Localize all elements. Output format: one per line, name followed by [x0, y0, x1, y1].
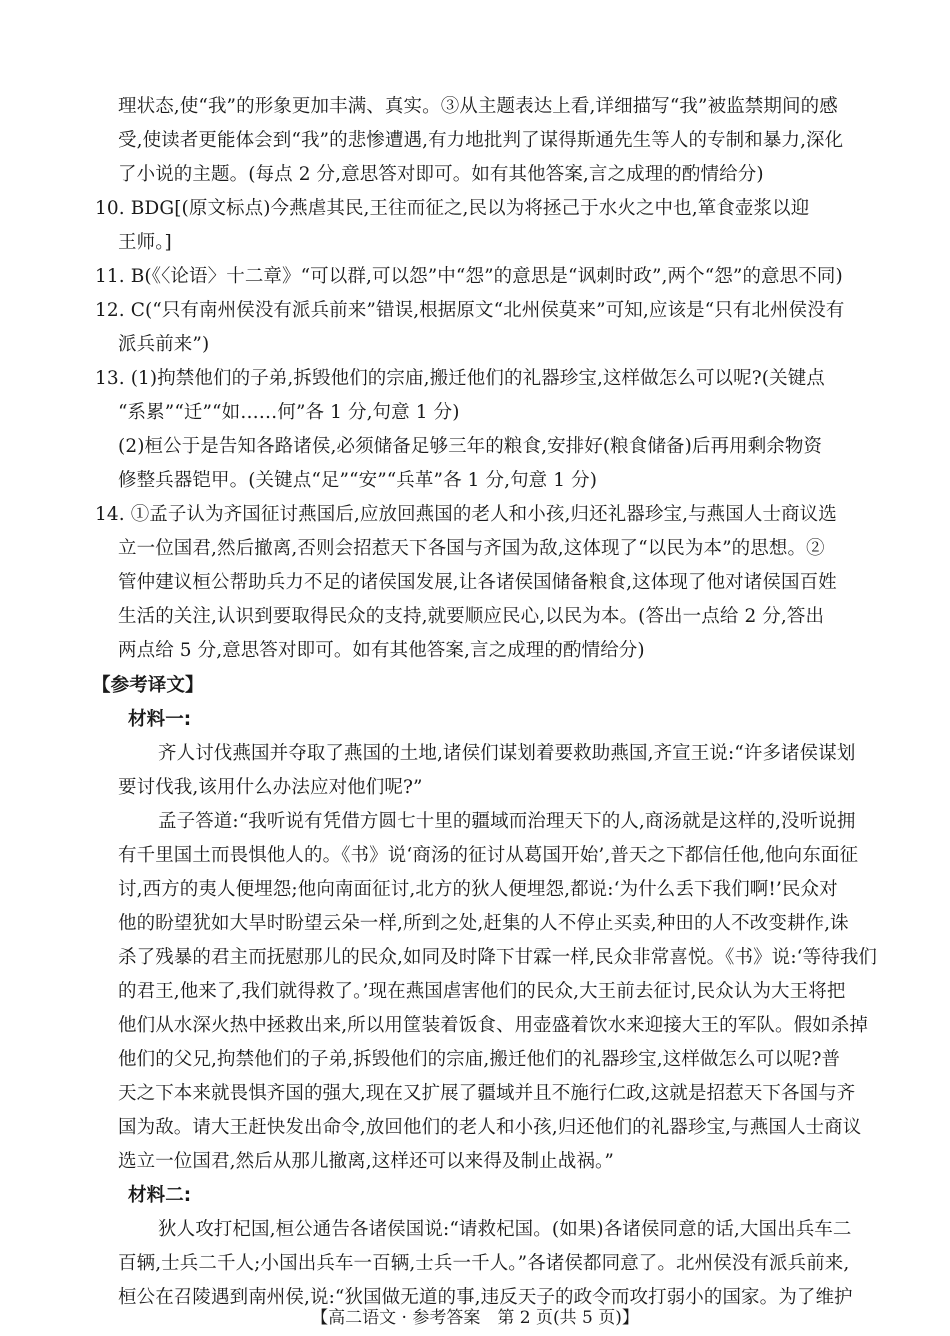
material-1-paragraph-2-cont: 讨,西方的夷人便埋怨;他向南面征讨,北方的狄人便埋怨,都说:‘为什么丢下我们啊!’民众对: [118, 879, 838, 900]
material-2-paragraph-1: 狄人攻打杞国,桓公通告各诸侯国说:“请救杞国。(如果)各诸侯同意的话,大国出兵车二: [158, 1219, 852, 1240]
material-1-paragraph-2-cont: 他的盼望犹如大旱时盼望云朵一样,所到之处,赶集的人不停止买卖,种田的人不改变耕作,诛: [118, 913, 849, 934]
question-10-answer: 10. BDG[(原文标点)今燕虐其民,王往而征之,民以为将拯己于水火之中也,箪食壶浆以迎: [95, 198, 810, 219]
material-1-paragraph-2-cont: 国为敌。请大王赶快发出命令,放回他们的老人和小孩,归还他们的礼器珍宝,与燕国人士商议: [118, 1117, 862, 1138]
material-1-paragraph-2-cont: 有千里国土而畏惧他人的。《书》说‘商汤的征讨从葛国开始’,普天之下都信任他,他向东面征: [118, 845, 859, 866]
question-14-answer-cont: 管仲建议桓公帮助兵力不足的诸侯国发展,让各诸侯国储备粮食,这体现了他对诸侯国百姓: [118, 572, 837, 593]
material-1-paragraph-2-cont: 的君王,他来了,我们就得救了。’现在燕国虐害他们的民众,大王前去征讨,民众认为大王将把: [118, 981, 846, 1002]
material-1-paragraph-2-cont: 天之下本来就畏惧齐国的强大,现在又扩展了疆域并且不施行仁政,这就是招惹天下各国与齐: [118, 1083, 856, 1104]
translation-heading: 【参考译文】: [92, 675, 204, 696]
answer-text-line: 了小说的主题。(每点 2 分,意思答对即可。如有其他答案,言之成理的酌情给分): [118, 164, 764, 185]
question-13-answer-part2: (2)桓公于是告知各路诸侯,必须储备足够三年的粮食,安排好(粮食储备)后再用剩余物资: [118, 436, 823, 457]
question-14-answer: 14. ①孟子认为齐国征讨燕国后,应放回燕国的老人和小孩,归还礼器珍宝,与燕国人士商议选: [95, 504, 837, 525]
material-1-paragraph-2: 孟子答道:“我听说有凭借方圆七十里的疆域而治理天下的人,商汤就是这样的,没听说拥: [158, 811, 856, 832]
question-12-answer-cont: 派兵前来”): [118, 334, 210, 355]
question-11-answer: 11. B(《〈论语〉十二章》“可以群,可以怨”中“怨”的意思是“讽刺时政”,两个“怨”的意思不同): [95, 266, 843, 287]
answer-text-line: 理状态,使“我”的形象更加丰满、真实。③从主题表达上看,详细描写“我”被监禁期间的感: [118, 96, 838, 117]
material-2-label: 材料二:: [128, 1185, 192, 1206]
question-12-answer: 12. C(“只有南州侯没有派兵前来”错误,根据原文“北州侯莫来”可知,应该是“只有北州侯没有: [95, 300, 845, 321]
answer-text-line: 受,使读者更能体会到“我”的悲惨遭遇,有力地批判了谋得斯通先生等人的专制和暴力,深化: [118, 130, 844, 151]
question-14-answer-cont: 立一位国君,然后撤离,否则会招惹天下各国与齐国为敌,这体现了“以民为本”的思想。②: [118, 538, 825, 559]
page-footer: 【高二语文 · 参考答案 第 2 页(共 5 页)】: [311, 1308, 639, 1328]
material-1-paragraph-2-cont: 他们从水深火热中拯救出来,所以用筐装着饭食、用壶盛着饮水来迎接大王的军队。假如杀掉: [118, 1015, 868, 1036]
material-1-paragraph-1: 齐人讨伐燕国并夺取了燕国的土地,诸侯们谋划着要救助燕国,齐宣王说:“许多诸侯谋划: [158, 743, 856, 764]
question-13-answer-part2-cont: 修整兵器铠甲。(关键点“足”“安”“兵革”各 1 分,句意 1 分): [118, 470, 598, 491]
question-13-answer-cont: “系累”“迁”“如……何”各 1 分,句意 1 分): [118, 402, 460, 423]
material-1-paragraph-2-cont: 选立一位国君,然后从那儿撤离,这样还可以来得及制止战祸。”: [118, 1151, 614, 1172]
material-1-label: 材料一:: [128, 709, 192, 730]
material-2-paragraph-1-cont: 桓公在召陵遇到南州侯,说:“狄国做无道的事,违反天子的政令而攻打弱小的国家。为了维护: [118, 1287, 853, 1308]
material-2-paragraph-1-cont: 百辆,士兵二千人;小国出兵车一百辆,士兵一千人。”各诸侯都同意了。北州侯没有派兵前来,: [118, 1253, 850, 1274]
material-1-paragraph-1-cont: 要讨伐我,该用什么办法应对他们呢?”: [118, 777, 423, 798]
question-14-answer-cont: 两点给 5 分,意思答对即可。如有其他答案,言之成理的酌情给分): [118, 640, 645, 661]
material-1-paragraph-2-cont: 杀了残暴的君主而抚慰那儿的民众,如同及时降下甘霖一样,民众非常喜悦。《书》说:‘等待我们: [118, 947, 878, 968]
question-10-answer-cont: 王师。]: [118, 232, 172, 253]
question-14-answer-cont: 生活的关注,认识到要取得民众的支持,就要顺应民心,以民为本。(答出一点给 2 分,答出: [118, 606, 825, 627]
question-13-answer: 13. (1)拘禁他们的子弟,拆毁他们的宗庙,搬迁他们的礼器珍宝,这样做怎么可以呢?(关键点: [95, 368, 825, 389]
material-1-paragraph-2-cont: 他们的父兄,拘禁他们的子弟,拆毁他们的宗庙,搬迁他们的礼器珍宝,这样做怎么可以呢?普: [118, 1049, 841, 1070]
